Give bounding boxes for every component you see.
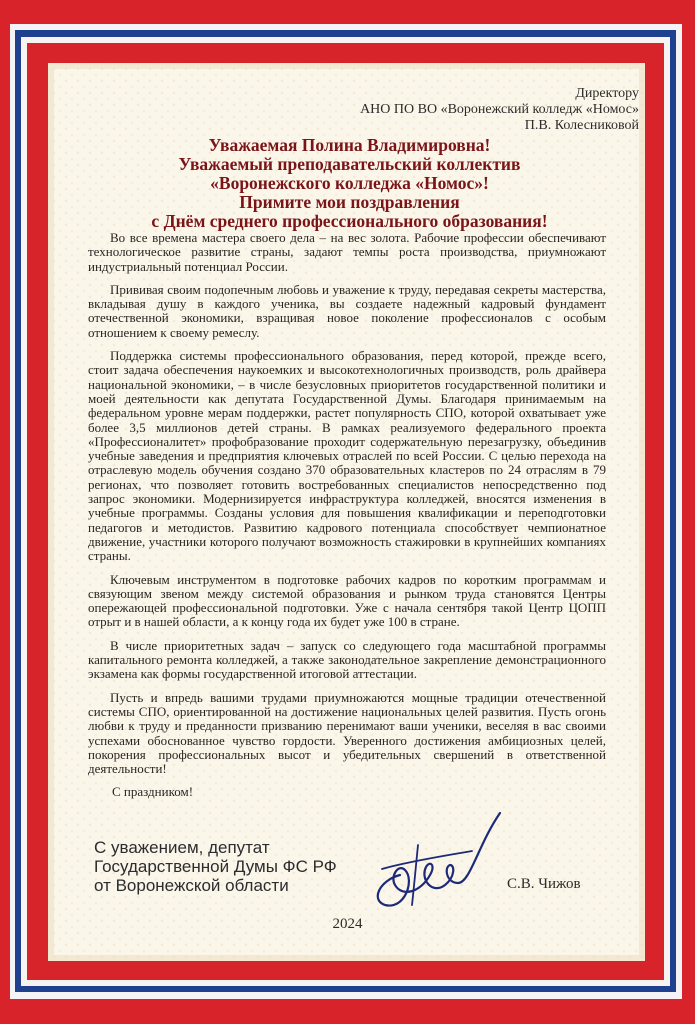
greeting-line: Уважаемая Полина Владимировна!	[208, 135, 491, 155]
letter-body	[88, 231, 606, 800]
closing-phrase: С праздником!	[112, 784, 194, 800]
signature-title-block	[94, 838, 337, 895]
signature-line: С уважением, депутат	[94, 838, 270, 857]
signer-name: С.В. Чижов	[507, 876, 581, 892]
letter-year: 2024	[332, 916, 363, 932]
signature-line: Государственной Думы ФС РФ	[94, 857, 337, 876]
body-paragraph: Прививая своим подопечным любовь и уважение к труду, передавая секреты мастерства, вкладывая душу в каждого ученика, вы создаете надежный кадровый фундамент отечественной экономики, взращивая новое поколение профессионалов с особым отношением к своему ремеслу.	[88, 281, 606, 340]
greeting-line: с Днём среднего профессионального образования!	[151, 211, 548, 231]
handwritten-signature-icon	[360, 805, 510, 915]
greeting-heading	[72, 136, 627, 231]
signature-line: от Воронежской области	[94, 876, 289, 895]
addressee-position: Директору	[575, 86, 639, 101]
body-paragraph: Пусть и впредь вашими трудами приумножаются мощные традиции отечественной системы СПО, ориентированной на достижение национальных целей развития. Пусть огонь любви к труду и преданности призванию перенимают ваши ученики, веселяя в вас своими успехами обоснованное чувство гордости. Уверенного достижения амбициозных целей, покорения профессиональных высот и убедительных свершений в ответственной деятельности!	[88, 689, 606, 777]
body-paragraph: Поддержка системы профессионального образования, перед которой, прежде всего, стоит задача обеспечения наукоемких и высокотехнологичных производств, роль драйвера национальной экономики, – в числе безусловных приоритетов государственной политики и моей деятельности как депутата Государственной Думы. Благодаря принимаемым на федеральном уровне мерам поддержки, растет популярность СПО, которой охватывает уже более 3,5 миллионов детей страны. В рамках реализуемого федерального проекта «Профессионалитет» профобразование проходит содержательную перезагрузку, объединив учебные заведения и предприятия ключевых отраслей по всей России. С целью перехода на отраслевую модель обучения создано 370 образовательных кластеров по 24 отраслям в 79 регионах, что позволяет готовить востребованных специалистов непосредственно под запрос экономики. Модернизируется инфраструктура колледжей, вносятся изменения в учебные программы. Созданы условия для повышения квалификации и переподготовки педагогов и методистов. Развитию кадрового потенциала способствует чемпионатное движение, участники которого получают возможность стажировки в крупнейших компаниях страны.	[88, 348, 606, 564]
body-paragraph: Во все времена мастера своего дела – на вес золота. Рабочие профессии обеспечивают технологическое развитие страны, задают темпы роста производства, приумножают индустриальный потенциал России.	[88, 230, 606, 274]
greeting-line: «Воронежского колледжа «Номос»!	[210, 173, 489, 193]
body-paragraph: В числе приоритетных задач – запуск со следующего года масштабной программы капитального ремонта колледжей, а также законодательное закрепление демонстрационного экзамена как формы государственной итоговой аттестации.	[88, 637, 606, 682]
body-paragraph: Ключевым инструментом в подготовке рабочих кадров по коротким программам и связующим звеном между системой образования и рынком труда становятся Центры опережающей профессиональной подготовки. Уже с начала сентября такой Центр ЦОПП отрыт и в нашей области, а к концу года их будет уже 100 в стране.	[88, 571, 606, 630]
addressee-organization: АНО ПО ВО «Воронежский колледж «Номос»	[360, 102, 639, 117]
greeting-line: Примите мои поздравления	[239, 192, 460, 212]
greeting-line: Уважаемый преподавательский коллектив	[178, 154, 521, 174]
addressee-name: П.В. Колесниковой	[524, 118, 639, 133]
addressee-block	[360, 86, 639, 134]
